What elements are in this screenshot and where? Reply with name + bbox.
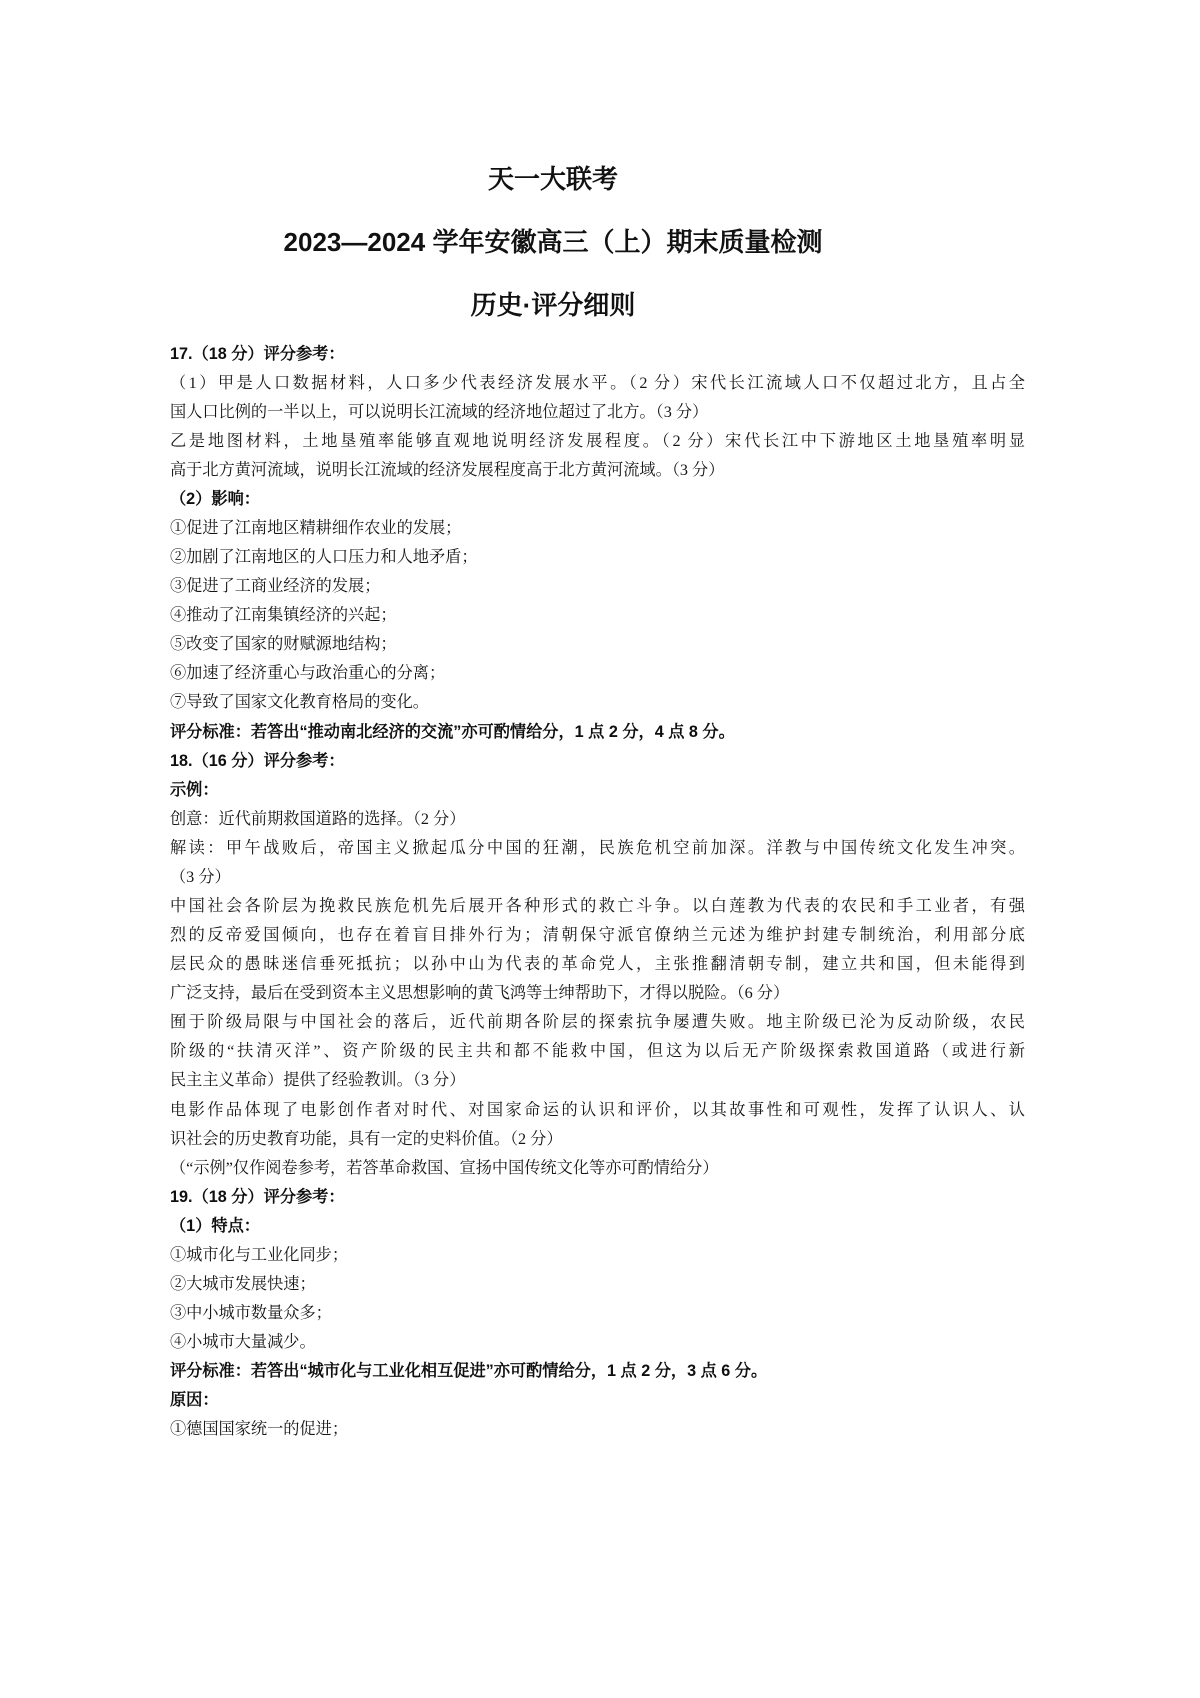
answer-point-list — [170, 1241, 1025, 1357]
paragraph-line: 解读：甲午战败后，帝国主义掀起瓜分中国的狂潮，民族危机空前加深。洋教与中国传统文化发生冲突。 — [170, 838, 1025, 857]
list-item: ②大城市发展快速； — [170, 1275, 316, 1293]
paragraph-line: 高于北方黄河流域，说明长江流域的经济发展程度高于北方黄河流域。（3 分） — [170, 460, 725, 479]
answer-paragraph — [170, 892, 1025, 1008]
sub-question-heading: （2）影响： — [170, 489, 260, 508]
question-17 — [170, 340, 1025, 747]
list-item: ③促进了工商业经济的发展； — [170, 577, 381, 596]
list-item: ①城市化与工业化同步； — [170, 1245, 349, 1264]
sub-question-heading: （1）特点： — [170, 1216, 260, 1235]
list-item: ④推动了江南集镇经济的兴起； — [170, 606, 397, 625]
paragraph-line: 国人口比例的一半以上，可以说明长江流域的经济地位超过了北方。（3 分） — [170, 402, 709, 421]
question-heading: 19.（18 分）评分参考： — [170, 1187, 345, 1206]
paragraph-line: （1）甲是人口数据材料，人口多少代表经济发展水平。（2 分）宋代长江流域人口不仅超过北方，且占全 — [170, 373, 1025, 392]
document-header — [153, 148, 953, 337]
list-item: ⑦导致了国家文化教育格局的变化。 — [170, 693, 429, 712]
grading-note: （“示例”仅作阅卷参考，若答革命救国、宣扬中国传统文化等亦可酌情给分） — [170, 1158, 719, 1177]
scoring-standard: 评分标准：若答出“城市化与工业化相互促进”亦可酌情给分，1 点 2 分，3 点 6 分。 — [170, 1362, 768, 1381]
paragraph-line: （3 分） — [170, 867, 231, 886]
paragraph-line: 乙是地图材料，土地垦殖率能够直观地说明经济发展程度。（2 分）宋代长江中下游地区土地垦殖率明显 — [170, 431, 1025, 450]
list-item: ①德国国家统一的促进； — [170, 1420, 349, 1439]
paragraph-line: 广泛支持，最后在受到资本主义思想影响的黄飞鸿等士绅帮助下，才得以脱险。（6 分） — [170, 984, 790, 1003]
subject-title: 历史·评分细则 — [470, 290, 636, 320]
answer-paragraph — [170, 427, 1025, 485]
answer-paragraph — [170, 805, 1025, 834]
example-label: 示例： — [170, 780, 219, 799]
answer-paragraph — [170, 1008, 1025, 1095]
question-heading: 17.（18 分）评分参考： — [170, 344, 345, 363]
answer-paragraph — [170, 834, 1025, 892]
paragraph-line: 民主主义革命）提供了经验教训。（3 分） — [170, 1071, 466, 1090]
list-item: ⑥加速了经济重心与政治重心的分离； — [170, 664, 446, 683]
question-19 — [170, 1183, 1025, 1445]
list-item: ①促进了江南地区精耕细作农业的发展； — [170, 518, 462, 537]
paragraph-line: 囿于阶级局限与中国社会的落后，近代前期各阶层的探索抗争屡遭失败。地主阶级已沦为反动阶级，农民 — [170, 1013, 1025, 1032]
list-item: ②加剧了江南地区的人口压力和人地矛盾； — [170, 548, 478, 567]
paragraph-line: 创意：近代前期救国道路的选择。（2 分） — [170, 809, 466, 828]
question-18 — [170, 747, 1025, 1183]
list-item: ④小城市大量减少。 — [170, 1333, 316, 1352]
paragraph-line: 阶级的“扶清灭洋”、资产阶级的民主共和都不能救中国，但这为以后无产阶级探索救国道路（或进行新 — [170, 1042, 1025, 1061]
list-item: ③中小城市数量众多； — [170, 1304, 332, 1323]
scoring-standard: 评分标准：若答出“推动南北经济的交流”亦可酌情给分，1 点 2 分，4 点 8 分。 — [170, 722, 735, 741]
answer-point-list — [170, 514, 1025, 718]
answer-point-list — [170, 1415, 1025, 1444]
paragraph-line: 电影作品体现了电影创作者对时代、对国家命运的认识和评价，以其故事性和可观性，发挥了认识人、认 — [170, 1100, 1025, 1119]
paragraph-line: 识社会的历史教育功能，具有一定的史料价值。（2 分） — [170, 1129, 563, 1148]
reasons-heading: 原因： — [170, 1391, 219, 1410]
exam-name-title: 2023—2024 学年安徽高三（上）期末质量检测 — [283, 227, 823, 257]
paragraph-line: 中国社会各阶层为挽救民族危机先后展开各种形式的救亡斗争。以白莲教为代表的农民和手工业者，有强 — [170, 896, 1025, 915]
scoring-rules-body — [170, 340, 1025, 1445]
question-heading: 18.（16 分）评分参考： — [170, 751, 345, 770]
exam-organizer-title: 天一大联考 — [487, 164, 618, 194]
paragraph-line: 烈的反帝爱国倾向，也存在着盲目排外行为；清朝保守派官僚纳兰元述为维护封建专制统治，利用部分底 — [170, 926, 1025, 945]
list-item: ⑤改变了国家的财赋源地结构； — [170, 635, 397, 654]
answer-paragraph — [170, 369, 1025, 427]
paragraph-line: 层民众的愚昧迷信垂死抵抗；以孙中山为代表的革命党人，主张推翻清朝专制，建立共和国，但未能得到 — [170, 955, 1025, 974]
answer-paragraph — [170, 1096, 1025, 1154]
